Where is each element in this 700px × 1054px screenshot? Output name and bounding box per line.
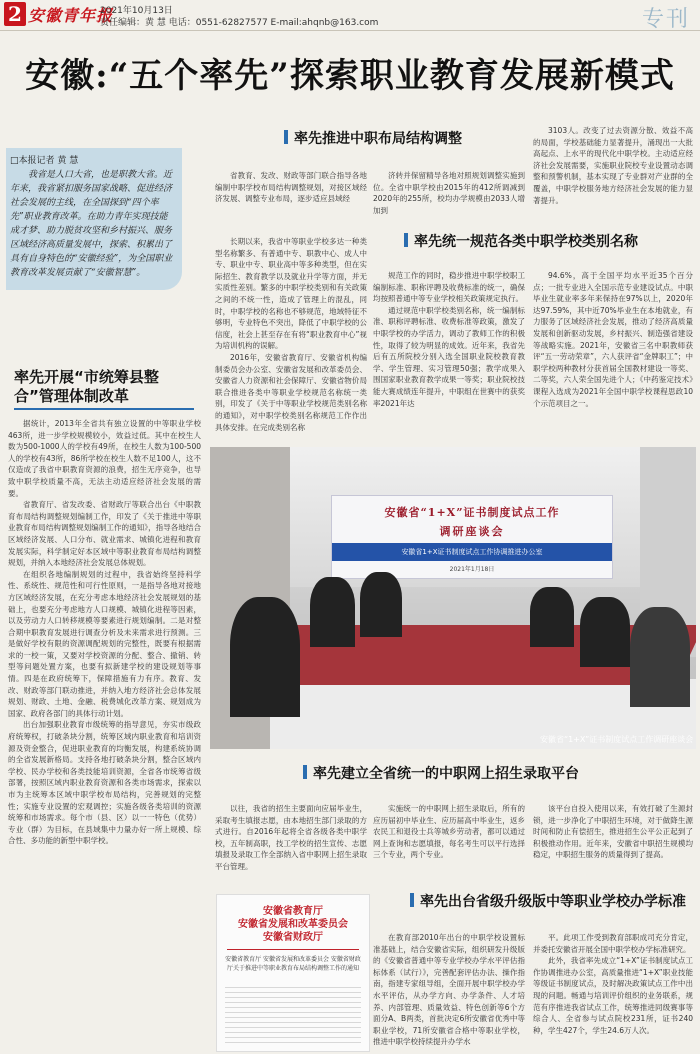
photo-caption: 安徽省“1+X”证书制度试点工作调研座谈会	[540, 735, 694, 744]
section-heading-4: 率先出台省级升级版中等职业学校办学标准	[410, 891, 686, 911]
meeting-banner: 安徽省“1+X”证书制度试点工作 调研座谈会 安徽省1+X证书制度试点工作协调推进办公室 2021年1月18日	[331, 495, 613, 579]
editor-contact: 责任编辑：黄 慧 电话：0551-62827577 E-mail:ahqnb@163.com	[100, 18, 379, 28]
article-column-s1b: 济转并保留精导各地对照规划调整实施到位。全省中职学校由2015年的412所调减到2020年的255所，校均办学规模由2033人增加到	[373, 171, 525, 215]
article-column-s4b: 平。此项工作受到教育部职成司充分肯定，并委托安徽省开展全国中职学校办学标准研究。 此外，我省率先成立“1+X”证书制度试点工作协调推进办公室，高质量推进“1+X”职业技能等级证书制度试点，及时解决政策试点工作中出现的问题。畅通与培训评价组织的业务联系，规范有序推进我省试点工作，统筹推进同级赛事等综合人、全省参与试点院校231所，证书240种，学生427个，学生24.6万人次。	[533, 933, 693, 1035]
section-label: 专刊	[641, 7, 690, 32]
article-column-s2b: 规范工作的同时，稳步推进中职学校职工编制标准、职称评聘及收费标准的统一，确保均按照普通中等专业学校相关政策规定执行。 通过规范中职学校类别名称，统一编制标准、职称评聘标准、收费标准等政策，激发了中职学校的办学活力，调动了教师工作的积极性，取得了较为明显的成效。近年来，我省先后有五所院校分别入选全国职业院校教育教学、学生管理、实习管理50强；教学成果入围国家职业教育教学成果一等奖；职业院校技能大赛成绩连年提升，中职组在世赛中的获奖率2021年达	[373, 271, 525, 408]
conference-photo	[210, 447, 696, 749]
section-heading-1: 率先推进中职布局结构调整	[284, 128, 462, 148]
article-column-s2c: 94.6%，高于全国平均水平近35个百分点；一批专业进入全国示范专业建设试点。中职毕业生就业率多年来保持在97%以上，2020年达97.59%，其中近70%毕业生在本地就业，有力服务了区域经济社会发展，推动了经济高质量发展和创新驱动发展，乡村振兴、制造强省建设等战略实施。2021年，安徽省三名中职教师获评“五一劳动荣章”，六人获评省“金牌职工”；中职学校两种教材分获首届全国教材建设一等奖、二等奖，六人荣全国先进个人；《中药鉴定技术》课程入选成为2021年全国中职学校课程思政10个示范项目之一。	[533, 271, 693, 408]
section-heading-0: 率先开展“市统筹县整合”管理体制改革	[14, 368, 159, 405]
article-column-s2a: 长期以来，我省中等职业学校多达一种类型名称繁多、有普通中专、职教中心、成人中专、职业中专、职业高中等多种类型，但在实际招生、教育教学以及就业升学等方面，并无实质性差别。繁多的中职学校类别和有关政策之间的不统一性，造成了管理上的混乱，同时，中职学校的名称也不够规范，地域特征不够明，专业特色不突出，降低了中职学校的公信度，社会上甚至存在有将“职业教育中心”视为培训机构的误解。 2016年，安徽省教育厅、安徽省机构编制委员会办公室、安徽省发展和改革委员会、安徽省人力资源和社会保障厅、安徽省物价局联合推进各类中等职业学校规范名称统一类别，印发了《关于中等职业学校规范类别名称的通知》，对中职学校类别名称规范工作作出具体安排。在完成类别名称	[215, 237, 367, 432]
section-heading-3: 率先建立全省统一的中职网上招生录取平台	[303, 763, 579, 783]
paper-logo-number: 2	[4, 2, 26, 26]
intro-text: 我省是人口大省，也是职教大省。近年来，我省紧扣服务国家战略、促进经济社会发展的主线，在全国探到“四个率先”职业教育改革。在助力青年实现技能成才梦、助力脱贫攻坚和乡村振兴、服务区域经济高质量发展中，探索、积累出了具有自身特色的“安徽经验”，为全国职业教育改革发展贡献了“安徽智慧”。	[10, 170, 173, 278]
section-rule-0	[14, 408, 194, 410]
article-column-s1c: 3103人。改变了过去资源分散、效益不高的局面，学校基础能力显著提升，涌现出一大批高起点、上水平的现代化中职学校。主动适应经济社会发展需要，实施职业院校专业设置动态调整和预警机制，基本实现了专业群对产业群的全覆盖，中职学校服务地方经济社会发展的能力显著提升。	[533, 126, 693, 205]
article-column-s3a: 以往，我省的招生主要面向应届毕业生，采取考生填报志愿，由本地招生部门录取的方式进行。自2016年起将全省各级各类中职学校，五年制高职，技工学校的招生宣传、志愿填报及录取工作全部纳入省中职网上招生录取平台管理。	[215, 804, 367, 871]
article-column-s3c: 该平台自投入使用以来，有效打破了生源封锁，进一步净化了中职招生环境，对于做降生源时间和防止有偿招生，推进招生公平公正起到了积极推动作用。近年来，安徽省中职招生规模均稳定，中职招生服务的质量得到了提高。	[533, 804, 693, 860]
article-column-s1a: 省教育、发改、财政等部门联合指导各地编制中职学校布局结构调整规划，对接区域经济发展、调整专业布局，逐步适应县域经	[215, 171, 367, 204]
policy-document-image: 安徽省教育厅 安徽省发展和改革委员会 安徽省财政厅 安徽省教育厅 安徽省发展和改革委员会 安徽省财政厅关于推进中等职业教育布局结构调整工作的通知	[216, 894, 370, 1052]
reporter-byline: □本报记者 黄 慧	[10, 156, 79, 166]
article-column-s3b: 实施统一的中职网上招生录取后，所有的应历届初中毕业生、应历届高中毕业生，返乡农民工和退役士兵等城乡劳动者，都可以通过网上查询和志愿填报，每名考生可以平行选择三个专业，两个专业。	[373, 804, 525, 860]
article-column-s4a: 在教育部2010年出台的中职学校设置标准基础上，结合安徽省实际，组织研发升级版的《安徽省普通中等专业学校办学水平评估指标体系（试行）》，完善配套评估办法、操作指南，指建专家组导组，全面开展中职学校办学水平评估，从办学方向、办学条件、人才培养、内部管理、质量效益、特色创新等6个方面分A、B两类，首批决定6所安徽省优秀中等职业学校，71所安徽省合格中等职业学校，推进中职学校持续提升办学水	[373, 933, 525, 1047]
page-headline: 安徽:“五个率先”探索职业教育发展新模式	[25, 56, 675, 96]
issue-date: 2021年10月13日	[100, 6, 173, 16]
section-heading-2: 率先统一规范各类中职学校类别名称	[404, 231, 638, 251]
article-column-left: 据统计，2013年全省共有独立设置的中等职业学校463所，进一步学校规模较小，效益过低。其中在校生人数为500-1000人的学校有49所，在校生人数为100-500人的学校有43所，86所学校在校生人数不足100人，这不仅造成了我省中职教育资源的浪费，招生无序竞争，也导致中职学校质量不高，无法主动适应经济社会发展的需要。 省教育厅、省发改委、省财政厅等联合出台《中职教育布局结构调整规划编制工作，印发了《关于推进中等职业教育布局结构调整规划编制工作的通知》，指导各地结合区域经济发展、人口分布、就业需求、城镇化进程和教育发展实际，科学制定好本区域中等职业教育布局结构调整规划，并纳入本地经济社会发展总体规划。 在组织各地编制规划的过程中，我省始终坚持科学性、系统性、规范性和可行性原则，一是指导各地对接地方区域经济发展，在充分考虑本地经济社会发展规划的基础上，也要充分考虑地方人口规模、城镇化进程等因素，以及劳动力人口转移规模等要素进行规划编制。二是对整合期中职教育发展进行调查分析及未来需求进行预测。三是做好学校有限的资源调配规划的完整性，既要有根据需求的一校一策，又要对学校资源的分配、整合、撤销、转型等问题处置方案，也要有拟新建学校的建设规划等事情。四是在政府统筹下，保障措施有力有序。教育、发改、财政等部门联动推进，并纳入地方经济社会总体发展规划、财政、土地、金融、税费城化改革方案、规划成为国家、政府各部门的具体行动计划。 出台加强职业教育市级统筹的指导意见，夯实市级政府统筹权，打破条块分割，统筹区域内职业教育和培训资源及资金整合，促进职业教育的均衡发展，构建系统协调的全省发展新格局。支持各地打破条块分割，整合区域内学校、民办学校和各类技能培训资源，全省各市统筹省级部署，按照区域内职业教育资源和各类市场需求，探索以市为主统筹本区域中职学校布局结构，完善规划的完整性；实施专业设置的宏观调控；实施各级各类培训的资源统筹和市场需求。每个市（县、区）以一一特色（优势）专业（群）为目标，在县域集中力量办好一所上规模、综合性、多功能的新型中职学校。	[8, 419, 201, 846]
paper-logo-name: 安徽青年报	[28, 6, 114, 25]
masthead	[0, 0, 700, 31]
